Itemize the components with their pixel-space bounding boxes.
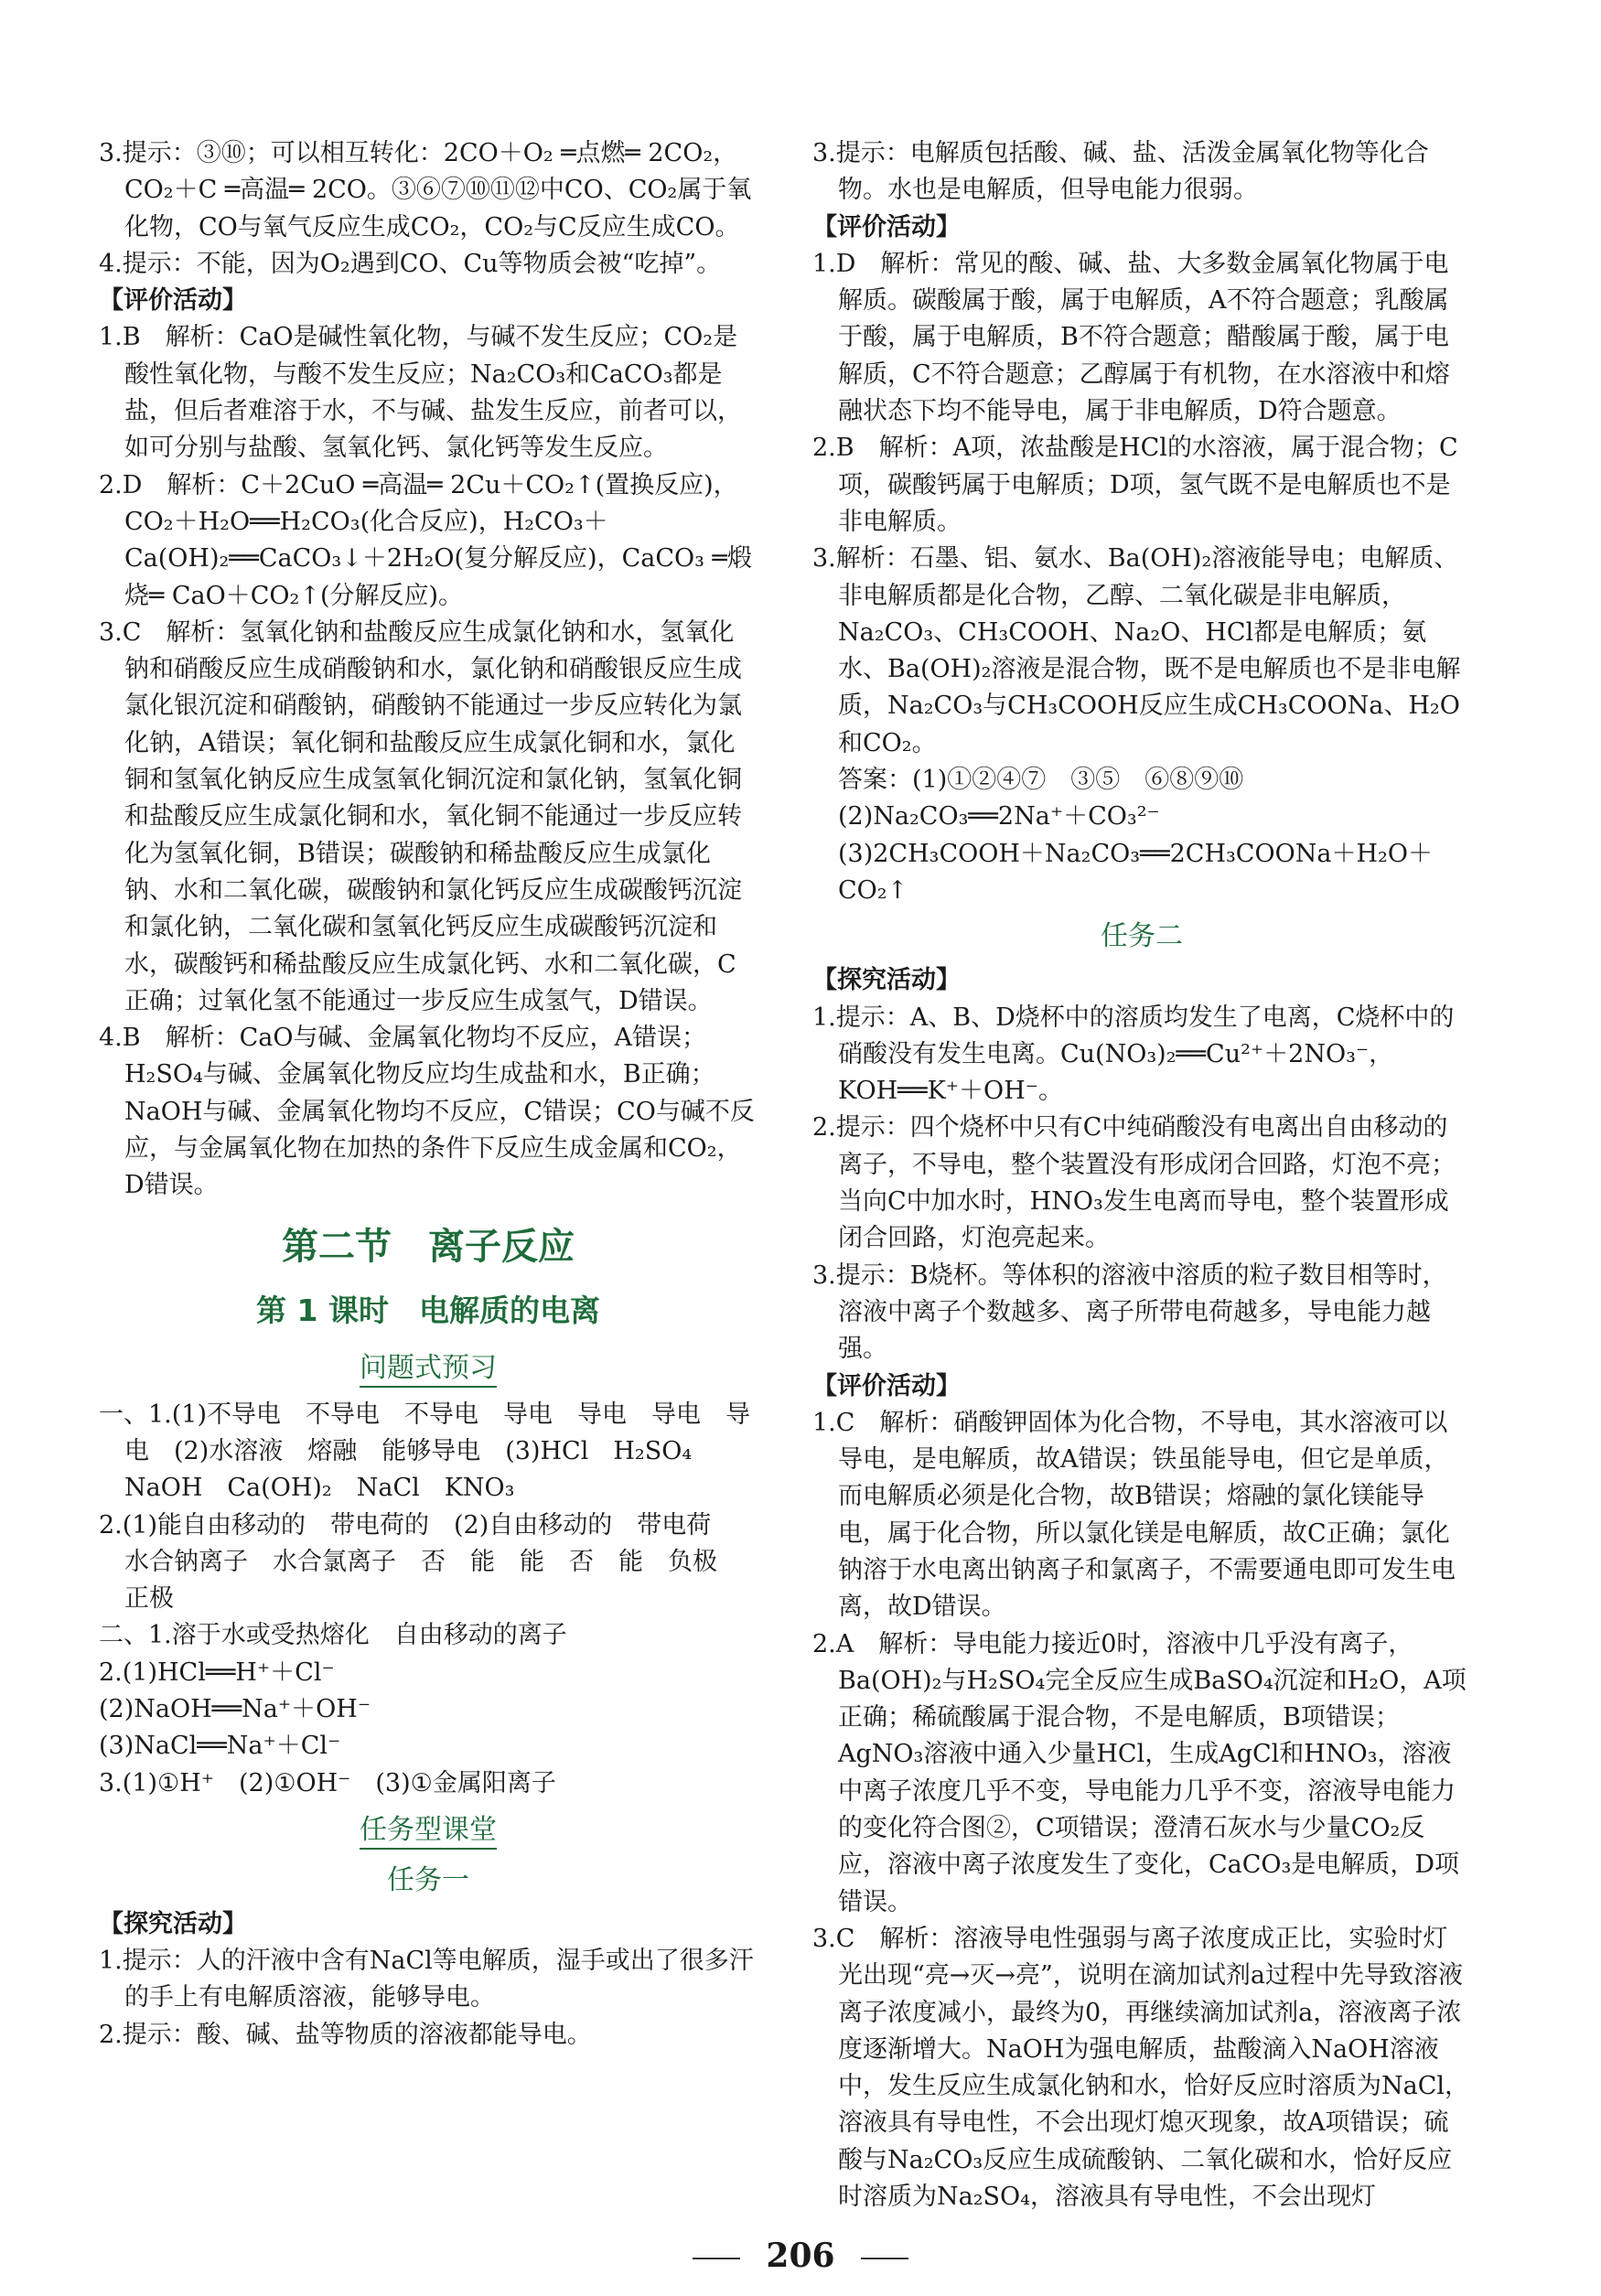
section-title: 第二节 离子反应: [282, 1225, 575, 1268]
right-column: [812, 135, 1471, 2216]
task2-hint-2: 2.提示：四个烧杯中只有C中纯硝酸没有电离出自由移动的离子，不导电，整个装置没有形成闭合回路，灯泡不亮；当向C中加水时，HNO₃发生电离而导电，整个装置形成闭合回路，灯泡亮起来。: [812, 1113, 1456, 1253]
section-heading-evaluation: 【评价活动】: [99, 286, 247, 316]
page-number-text: 206: [766, 2237, 835, 2275]
equation-acetic: (3)2CH₃COOH＋Na₂CO₃══2CH₃COONa＋H₂O＋CO₂↑: [838, 839, 1433, 905]
section-heading-explore: 【探究活动】: [99, 1909, 247, 1938]
page-number: [0, 2237, 1601, 2275]
answer-key: 答案：(1)①②④⑦ ③⑤ ⑥⑧⑨⑩: [838, 766, 1244, 795]
preview-answer-1: 一、1.(1)不导电 不导电 不导电 导电 导电 导电 导电 (2)水溶液 熔融 能够导电 (3)HCl H₂SO₄ NaOH Ca(OH)₂ NaCl KNO₃: [99, 1400, 751, 1503]
eval-answer-4: 4.B 解析：CaO与碱、金属氧化物均不反应，A错误；H₂SO₄与碱、金属氧化物反应均生成盐和水，B正确；NaOH与碱、金属氧化物均不反应，C错误；CO与碱不反应，与金属氧化物在加热的条件下反应生成金属和CO₂，D错误。: [99, 1024, 755, 1200]
section-heading-explore-2: 【探究活动】: [812, 966, 961, 995]
answer-4-hint: 4.提示：不能，因为O₂遇到CO、Cu等物质会被“吃掉”。: [99, 249, 722, 278]
eval-answer-1b: 1.D 解析：常见的酸、碱、盐、大多数金属氧化物属于电解质。碳酸属于酸，属于电解质，A不符合题意；乳酸属于酸，属于电解质，B不符合题意；醋酸属于酸，属于电解质，C不符合题意；乙醇属于有机物，在水溶液中和熔融状态下均不能导电，属于非电解质，D符合题意。: [812, 249, 1450, 426]
eval-answer-3: 3.C 解析：氢氧化钠和盐酸反应生成氯化钠和水，氢氧化钠和硝酸反应生成硝酸钠和水，氯化钠和硝酸银反应生成氯化银沉淀和硝酸钠，硝酸钠不能通过一步反应转化为氯化钠，A错误；氧化铜和盐酸反应生成氯化铜和水，氯化铜和氢氧化钠反应生成氢氧化铜沉淀和氯化钠，氢氧化铜和盐酸反应生成氯化铜和水，氧化铜不能通过一步反应转化为氢氧化铜，B错误；碳酸钠和稀盐酸反应生成氯化钠、水和二氧化碳，碳酸钠和氯化钙反应生成碳酸钙沉淀和氯化钠，二氧化碳和氢氧化钙反应生成碳酸钙沉淀和水，碳酸钙和稀盐酸反应生成氯化钙、水和二氧化碳，C正确；过氧化氢不能通过一步反应生成氢气，D错误。: [99, 617, 742, 1015]
task2-hint-3: 3.提示：B烧杯。等体积的溶液中溶质的粒子数目相等时，溶液中离子个数越多、离子所带电荷越多，导电能力越强。: [812, 1261, 1447, 1364]
preview-heading: [99, 1347, 758, 1389]
eval-answer-2b: 2.B 解析：A项，浓盐酸是HCl的水溶液，属于混合物；C项，碳酸钙属于电解质；D项，氢气既不是电解质也不是非电解质。: [812, 434, 1458, 536]
equation-na2co3: (2)Na₂CO₃══2Na⁺＋CO₃²⁻: [838, 802, 1160, 831]
lesson-title: 第 1 课时 电解质的电离: [256, 1292, 600, 1328]
task2-hint-1: 1.提示：A、B、D烧杯中的溶质均发生了电离，C烧杯中的硝酸没有发生电离。Cu(NO₃)₂══Cu²⁺＋2NO₃⁻，KOH══K⁺＋OH⁻。: [812, 1003, 1455, 1106]
section-heading-evaluation-2: 【评价活动】: [812, 212, 961, 241]
eval-answer-3b: 3.解析：石墨、铝、氨水、Ba(OH)₂溶液能导电；电解质、非电解质都是化合物，乙醇、二氧化碳是非电解质，Na₂CO₃、CH₃COOH、Na₂O、HCl都是电解质；氨水、Ba(OH)₂溶液是混合物，既不是电解质也不是非电解质，Na₂CO₃与CH₃COOH反应生成CH₃COONa、H₂O和CO₂。: [812, 544, 1461, 757]
eval-answer-1: 1.B 解析：CaO是碱性氧化物，与碱不发生反应；CO₂是酸性氧化物，与酸不发生反应；Na₂CO₃和CaCO₃都是盐，但后者难溶于水，不与碱、盐发生反应，前者可以，如可分别与盐酸、氢氧化钙、氯化钙等发生反应。: [99, 323, 742, 463]
task2-eval-1: 1.C 解析：硝酸钾固体为化合物，不导电，其水溶液可以导电，是电解质，故A错误；铁虽能导电，但它是单质，而电解质必须是化合物，故B错误；熔融的氯化镁能导电，属于化合物，所以氯化镁是电解质，故C正确；氯化钠溶于水电离出钠离子和氯离子，不需要通电即可发生电离，故D错误。: [812, 1408, 1456, 1622]
classroom-heading-text: 任务型课堂: [360, 1814, 497, 1850]
equation-naoh: (2)NaOH══Na⁺＋OH⁻: [99, 1694, 371, 1723]
preview-answer-4: 3.(1)①H⁺ (2)①OH⁻ (3)①金属阳离子: [99, 1768, 556, 1797]
task-two-heading: 任务二: [1101, 920, 1183, 953]
eval-answer-2: 2.D 解析：C＋2CuO ═高温═ 2Cu＋CO₂↑(置换反应)，CO₂＋H₂O══H₂CO₃(化合反应)，H₂CO₃＋Ca(OH)₂══CaCO₃↓＋2H₂O(复分解反应)，CaCO₃ ═煅烧═ CaO＋CO₂↑(分解反应)。: [99, 470, 752, 610]
section-heading-evaluation-3: 【评价活动】: [812, 1371, 961, 1400]
left-column: [99, 135, 758, 2054]
explore-hint-1: 1.提示：人的汗液中含有NaCl等电解质，湿手或出了很多汗的手上有电解质溶液，能够导电。: [99, 1947, 754, 2012]
explore-hint-3: 3.提示：电解质包括酸、碱、盐、活泼金属氧化物等化合物。水也是电解质，但导电能力很弱。: [812, 139, 1429, 205]
task2-eval-3: 3.C 解析：溶液导电性强弱与离子浓度成正比，实验时灯光出现“亮→灭→亮”，说明在滴加试剂a过程中先导致溶液离子浓度减小，最终为0，再继续滴加试剂a，溶液离子浓度逐渐增大。NaOH为强电解质，盐酸滴入NaOH溶液中，发生反应生成氯化钠和水，恰好反应时溶质为NaCl，溶液具有导电性，不会出现灯熄灭现象，故A项错误；硫酸与Na₂CO₃反应生成硫酸钠、二氧化碳和水，恰好反应时溶质为Na₂SO₄，溶液具有导电性，不会出现灯: [812, 1924, 1470, 2212]
page-dash-left: [693, 2258, 740, 2259]
equation-nacl: (3)NaCl══Na⁺＋Cl⁻: [99, 1732, 341, 1761]
equation-hcl: 2.(1)HCl══H⁺＋Cl⁻: [99, 1658, 335, 1687]
classroom-heading: [99, 1809, 758, 1851]
explore-hint-2: 2.提示：酸、碱、盐等物质的溶液都能导电。: [99, 2020, 592, 2049]
preview-answer-3: 二、1.溶于水或受热熔化 自由移动的离子: [99, 1621, 567, 1650]
task2-eval-2: 2.A 解析：导电能力接近0时，溶液中几乎没有离子，Ba(OH)₂与H₂SO₄完全反应生成BaSO₄沉淀和H₂O，A项正确；稀硫酸属于混合物，不是电解质，B项错误；AgNO₃溶液中通入少量HCl，生成AgCl和HNO₃，溶液中离子浓度几乎不变，导电能力几乎不变，溶液导电能力的变化符合图②，C项错误；澄清石灰水与少量CO₂反应，溶液中离子浓度发生了变化，CaCO₃是电解质，D项错误。: [812, 1629, 1467, 1916]
preview-heading-text: 问题式预习: [360, 1352, 497, 1388]
answer-3-hint: 3.提示：③⑩；可以相互转化：2CO＋O₂ ═点燃═ 2CO₂，CO₂＋C ═高温═ 2CO。③⑥⑦⑩⑪⑫中CO、CO₂属于氧化物，CO与氧气反应生成CO₂，CO₂与C反应生成CO。: [99, 139, 752, 241]
preview-answer-2: 2.(1)能自由移动的 带电荷的 (2)自由移动的 带电荷 水合钠离子 水合氯离子 否 能 能 否 能 负极 正极: [99, 1510, 742, 1614]
page-dash-right: [861, 2258, 908, 2259]
task-one-heading: 任务一: [387, 1863, 469, 1896]
